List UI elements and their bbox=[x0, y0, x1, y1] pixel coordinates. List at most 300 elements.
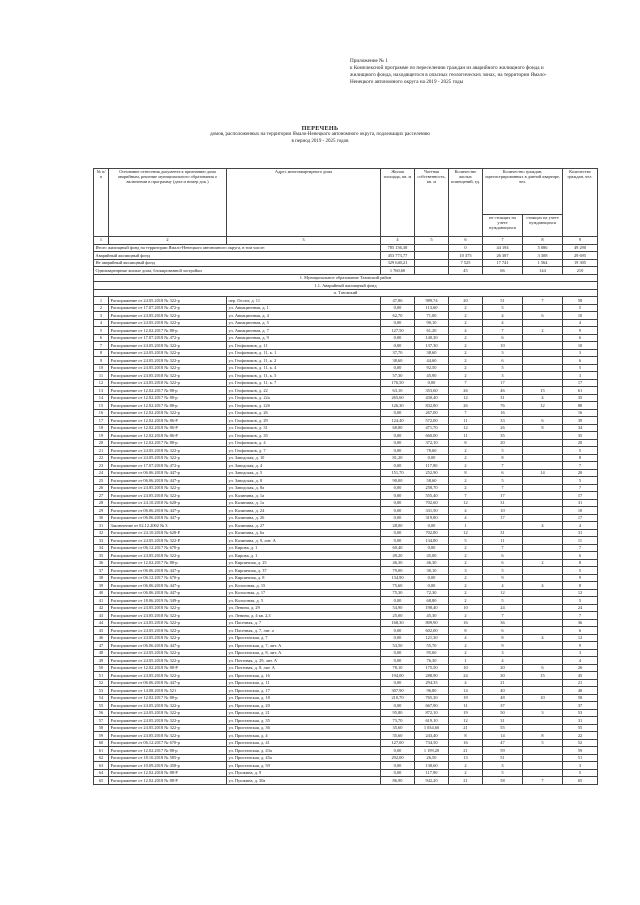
row-address: ул. Калинина, д. 26 bbox=[227, 514, 381, 522]
row-basis: Распоряжение от 24.05.2018 № 322-р bbox=[109, 709, 227, 717]
table-row bbox=[94, 589, 598, 597]
row-area-private: 30,10 bbox=[415, 567, 449, 575]
row-address: ул. Геофизиков, д. 7 bbox=[227, 447, 381, 455]
total-c7: 26 387 bbox=[483, 252, 523, 260]
row-people: 9 bbox=[563, 642, 598, 650]
row-area-private: 45,30 bbox=[415, 612, 449, 620]
row-basis: Распоряжение от 17.07.2018 № 472-р bbox=[109, 462, 227, 470]
row-not-queued: 10 bbox=[483, 507, 523, 515]
row-area-total: 54,90 bbox=[381, 604, 415, 612]
row-area-total: 35,60 bbox=[381, 724, 415, 732]
header-area-private: Частная собственность, кв. м bbox=[415, 169, 449, 237]
colnum: 8 bbox=[523, 237, 563, 245]
row-queued bbox=[523, 447, 563, 455]
row-not-queued: 14 bbox=[483, 732, 523, 740]
row-address: ул. Геофизиков, д. 11, к. 7 bbox=[227, 379, 381, 387]
row-units: 12 bbox=[449, 717, 483, 725]
row-units: 2 bbox=[449, 454, 483, 462]
row-area-total: 68,80 bbox=[381, 424, 415, 432]
row-not-queued: 6 bbox=[483, 357, 523, 365]
row-people: 8 bbox=[563, 454, 598, 462]
row-people: 26 bbox=[563, 664, 598, 672]
row-units: 2 bbox=[449, 762, 483, 770]
row-area-total: 90,00 bbox=[381, 477, 415, 485]
row-not-queued: 5 bbox=[483, 567, 523, 575]
section-row bbox=[94, 289, 598, 297]
row-basis: Распоряжение от 06.06.2018 № 447-р bbox=[109, 507, 227, 515]
row-area-private: 26,50 bbox=[415, 754, 449, 762]
row-queued bbox=[523, 529, 563, 537]
table-row bbox=[94, 649, 598, 657]
row-people: 55 bbox=[563, 724, 598, 732]
row-queued bbox=[523, 319, 563, 327]
row-area-private: 76,30 bbox=[415, 657, 449, 665]
row-area-total: 35,60 bbox=[381, 732, 415, 740]
total-c8: 1 564 bbox=[523, 259, 563, 267]
row-address: ул. Заводская, д. 10 bbox=[227, 454, 381, 462]
row-area-total: 60,40 bbox=[381, 544, 415, 552]
row-not-queued: 30 bbox=[483, 672, 523, 680]
row-people: 3 bbox=[563, 649, 598, 657]
row-basis: Распоряжение от 24.05.2018 № 322-р bbox=[109, 724, 227, 732]
row-area-private: 331,50 bbox=[415, 507, 449, 515]
row-basis: Распоряжение от 24.05.2018 № 322-р bbox=[109, 702, 227, 710]
table-row bbox=[94, 462, 598, 470]
colnum: 1 bbox=[94, 237, 109, 245]
row-people: 6 bbox=[563, 334, 598, 342]
row-not-queued: 4 bbox=[483, 312, 523, 320]
row-area-private: 267,00 bbox=[415, 409, 449, 417]
row-area-private: 832,80 bbox=[415, 402, 449, 410]
row-units: 4 bbox=[449, 327, 483, 335]
row-people: 6 bbox=[563, 357, 598, 365]
total-units: 45 bbox=[449, 267, 483, 275]
table-row bbox=[94, 732, 598, 740]
row-basis: Распоряжение от 06.12.2017 № 670-р bbox=[109, 544, 227, 552]
row-basis: Распоряжение от 24.05.2018 № 322-р bbox=[109, 342, 227, 350]
row-no: 48 bbox=[94, 649, 109, 657]
row-no: 65 bbox=[94, 777, 109, 785]
row-units: 2 bbox=[449, 477, 483, 485]
row-area-private: 38,60 bbox=[415, 349, 449, 357]
row-address: ул. Пушкина, д. 9 bbox=[227, 769, 381, 777]
row-units: 7 bbox=[449, 379, 483, 387]
row-queued: 8 bbox=[523, 732, 563, 740]
row-not-queued: 6 bbox=[483, 559, 523, 567]
header-group: Количество граждан, зарегистрированных в данной квартире, чел. bbox=[483, 169, 563, 215]
row-area-total: 0,00 bbox=[381, 702, 415, 710]
row-basis: Заключение от 02.12.2002 № 3 bbox=[109, 522, 227, 530]
row-no: 15 bbox=[94, 402, 109, 410]
row-people: 31 bbox=[563, 717, 598, 725]
table-row bbox=[94, 327, 598, 335]
row-no: 9 bbox=[94, 357, 109, 365]
table-row bbox=[94, 424, 598, 432]
row-not-queued: 47 bbox=[483, 739, 523, 747]
row-address: ул. Калинина, д. 6а bbox=[227, 529, 381, 537]
row-address: ул. Геофизиков, д. 26 bbox=[227, 409, 381, 417]
row-no: 45 bbox=[94, 627, 109, 635]
row-people: 53 bbox=[563, 709, 598, 717]
row-address: ул. Пристанская, д. 20 bbox=[227, 702, 381, 710]
section-sub: 1.1. Аварийный жилищный фонд bbox=[94, 282, 598, 290]
row-address: ул. Калинина, д. 1а bbox=[227, 499, 381, 507]
row-units: 2 bbox=[449, 597, 483, 605]
row-area-total: 0,00 bbox=[381, 627, 415, 635]
row-queued bbox=[523, 304, 563, 312]
row-address: ул. Геофизиков, д. 11, к. 2 bbox=[227, 357, 381, 365]
row-units: 8 bbox=[449, 627, 483, 635]
row-area-total: 0,00 bbox=[381, 484, 415, 492]
row-area-private: 46,30 bbox=[415, 559, 449, 567]
row-no: 7 bbox=[94, 342, 109, 350]
row-queued bbox=[523, 349, 563, 357]
row-area-private: 602,00 bbox=[415, 627, 449, 635]
row-no: 8 bbox=[94, 349, 109, 357]
row-no: 23 bbox=[94, 462, 109, 470]
row-not-queued: 26 bbox=[483, 424, 523, 432]
row-units: 4 bbox=[449, 514, 483, 522]
row-not-queued: 5 bbox=[483, 447, 523, 455]
row-no: 19 bbox=[94, 432, 109, 440]
row-address: ул. Пристанская, д. 45а bbox=[227, 754, 381, 762]
row-units: 13 bbox=[449, 754, 483, 762]
row-address: ул. Авиационная, д. 5 bbox=[227, 319, 381, 327]
table-row bbox=[94, 379, 598, 387]
row-basis: Распоряжение от 24.05.2018 № 322-р bbox=[109, 604, 227, 612]
row-address: ул. Авиационная, д. 9 bbox=[227, 334, 381, 342]
row-area-total: 0,00 bbox=[381, 514, 415, 522]
table-row bbox=[94, 349, 598, 357]
row-not-queued: 58 bbox=[483, 777, 523, 785]
row-area-total: 124,40 bbox=[381, 417, 415, 425]
row-no: 36 bbox=[94, 559, 109, 567]
row-people: 10 bbox=[563, 342, 598, 350]
row-queued bbox=[523, 754, 563, 762]
row-people: 7 bbox=[563, 612, 598, 620]
total-units: 0 bbox=[449, 244, 483, 252]
row-units: 2 bbox=[449, 312, 483, 320]
table-row bbox=[94, 679, 598, 687]
row-people: 10 bbox=[563, 312, 598, 320]
table-row bbox=[94, 574, 598, 582]
row-area-total: 81,20 bbox=[381, 454, 415, 462]
header-address: Адрес многоквартирного дома bbox=[227, 169, 381, 237]
table-row bbox=[94, 694, 598, 702]
row-area-private: 71,00 bbox=[415, 312, 449, 320]
row-queued bbox=[523, 342, 563, 350]
row-queued bbox=[523, 492, 563, 500]
row-units: 2 bbox=[449, 582, 483, 590]
total-c9: 210 bbox=[563, 267, 598, 275]
row-people: 61 bbox=[563, 387, 598, 395]
row-area-private: 117,90 bbox=[415, 462, 449, 470]
row-not-queued: 59 bbox=[483, 747, 523, 755]
table-row bbox=[94, 439, 598, 447]
row-units: 11 bbox=[449, 702, 483, 710]
row-people: 16 bbox=[563, 409, 598, 417]
row-queued bbox=[523, 657, 563, 665]
row-not-queued: 6 bbox=[483, 552, 523, 560]
row-area-total: 95,80 bbox=[381, 709, 415, 717]
row-units: 12 bbox=[449, 499, 483, 507]
row-address: ул. Пушкина, д. 30а bbox=[227, 777, 381, 785]
row-area-total: 168,30 bbox=[381, 619, 415, 627]
row-no: 35 bbox=[94, 552, 109, 560]
table-row bbox=[94, 634, 598, 642]
row-basis: Распоряжение от 12.02.2018 № 86-Р bbox=[109, 432, 227, 440]
row-not-queued: 4 bbox=[483, 582, 523, 590]
row-basis: Распоряжение от 10.09.2019 № 458-р bbox=[109, 762, 227, 770]
header-area-total: Жилая площадь, кв. м bbox=[381, 169, 415, 237]
row-not-queued: 31 bbox=[483, 499, 523, 507]
row-no: 47 bbox=[94, 642, 109, 650]
row-area-private: 872,10 bbox=[415, 709, 449, 717]
row-basis: Распоряжение от 24.05.2018 № 322-р bbox=[109, 619, 227, 627]
row-area-private: 95,60 bbox=[415, 649, 449, 657]
row-people: 9 bbox=[563, 327, 598, 335]
row-units: 8 bbox=[449, 439, 483, 447]
row-units: 2 bbox=[449, 304, 483, 312]
row-units: 10 bbox=[449, 604, 483, 612]
row-people: 59 bbox=[563, 747, 598, 755]
row-no: 5 bbox=[94, 327, 109, 335]
total-private bbox=[415, 259, 449, 267]
row-units: 2 bbox=[449, 484, 483, 492]
total-label: Одноквартирные жилые дома, блокированной застройки bbox=[94, 267, 381, 275]
row-area-total: 292,00 bbox=[381, 754, 415, 762]
row-area-total: 0,00 bbox=[381, 409, 415, 417]
row-address: ул. Пристанская, д. 21 bbox=[227, 709, 381, 717]
table-row bbox=[94, 559, 598, 567]
header-people: Количество граждан, чел. bbox=[563, 169, 598, 237]
row-basis: Распоряжение от 06.06.2018 № 447-р bbox=[109, 567, 227, 575]
row-units: 2 bbox=[449, 462, 483, 470]
row-units: 21 bbox=[449, 747, 483, 755]
row-queued bbox=[523, 679, 563, 687]
row-units: 24 bbox=[449, 672, 483, 680]
row-address: ул. Пристанская, д. 35 bbox=[227, 717, 381, 725]
row-basis: Распоряжение от 18.10.2018 № 585-р bbox=[109, 754, 227, 762]
table-row bbox=[94, 394, 598, 402]
row-units: 8 bbox=[449, 732, 483, 740]
row-not-queued: 31 bbox=[483, 529, 523, 537]
row-address: ул. Калинина, д. 24 bbox=[227, 507, 381, 515]
row-area-total: 86,90 bbox=[381, 777, 415, 785]
row-area-private: 0,00 bbox=[415, 522, 449, 530]
colnum: 4 bbox=[381, 237, 415, 245]
row-area-total: 78,10 bbox=[381, 664, 415, 672]
row-not-queued: 8 bbox=[483, 454, 523, 462]
row-area-private: 138,60 bbox=[415, 762, 449, 770]
row-no: 61 bbox=[94, 747, 109, 755]
row-queued bbox=[523, 462, 563, 470]
row-basis: Распоряжение от 24.05.2018 № 322-р bbox=[109, 379, 227, 387]
header-sub-1: не стоящих на учете нуждающихся bbox=[483, 215, 523, 237]
row-people: 21 bbox=[563, 679, 598, 687]
appendix-block bbox=[350, 58, 580, 86]
row-queued bbox=[523, 484, 563, 492]
row-address: ул. Геофизиков, д. 29 bbox=[227, 417, 381, 425]
row-no: 40 bbox=[94, 589, 109, 597]
row-people: 17 bbox=[563, 492, 598, 500]
row-people: 22 bbox=[563, 732, 598, 740]
row-no: 2 bbox=[94, 304, 109, 312]
row-not-queued bbox=[483, 522, 523, 530]
row-units: 12 bbox=[449, 424, 483, 432]
row-address: ул. Кирпичная, д. 8 bbox=[227, 574, 381, 582]
row-area-private: 702,80 bbox=[415, 529, 449, 537]
total-label: Итого жилищный фонд на территории Ямало-Ненецкого автономного округа, в том числе: bbox=[94, 244, 381, 252]
table-row bbox=[94, 642, 598, 650]
row-address: ул. Геофизиков, д. 22б bbox=[227, 402, 381, 410]
header-no: № п/п bbox=[94, 169, 109, 237]
row-people: 3 bbox=[563, 349, 598, 357]
title-line-2: в период 2019 - 2025 годов bbox=[291, 138, 349, 144]
row-people: 24 bbox=[563, 604, 598, 612]
row-area-private: 765,30 bbox=[415, 694, 449, 702]
total-private bbox=[415, 252, 449, 260]
row-address: ул. Заводская, д. 5 bbox=[227, 469, 381, 477]
row-area-private: 1 034,60 bbox=[415, 724, 449, 732]
row-queued bbox=[523, 769, 563, 777]
row-address: ул. Геофизиков, д. 11, к. 5 bbox=[227, 372, 381, 380]
row-area-private: 555,40 bbox=[415, 492, 449, 500]
row-area-private: 68,80 bbox=[415, 597, 449, 605]
row-address: ул. Геофизиков, д. 35 bbox=[227, 432, 381, 440]
row-queued: 2 bbox=[523, 559, 563, 567]
row-queued bbox=[523, 649, 563, 657]
row-basis: Распоряжение от 12.02.2018 № 88-Р bbox=[109, 777, 227, 785]
row-area-private: 619,10 bbox=[415, 717, 449, 725]
row-basis: Распоряжение от 06.06.2018 № 447-р bbox=[109, 469, 227, 477]
row-units: 12 bbox=[449, 529, 483, 537]
row-not-queued: 9 bbox=[483, 574, 523, 582]
row-units: 14 bbox=[449, 687, 483, 695]
row-area-private: 252,90 bbox=[415, 469, 449, 477]
row-address: ул. Пристанская, д. 17 bbox=[227, 687, 381, 695]
row-no: 52 bbox=[94, 679, 109, 687]
table-row bbox=[94, 364, 598, 372]
row-basis: Распоряжение от 06.12.2017 № 670-р bbox=[109, 739, 227, 747]
table-row bbox=[94, 544, 598, 552]
row-units: 2 bbox=[449, 319, 483, 327]
row-no: 14 bbox=[94, 394, 109, 402]
row-queued bbox=[523, 379, 563, 387]
row-queued bbox=[523, 364, 563, 372]
row-not-queued: 20 bbox=[483, 439, 523, 447]
row-address: ул. Пристанская, д. 18 bbox=[227, 694, 381, 702]
row-area-private: 72,30 bbox=[415, 589, 449, 597]
row-basis: Распоряжение от 24.05.2018 № 322-р bbox=[109, 657, 227, 665]
row-area-private: 117,90 bbox=[415, 769, 449, 777]
row-no: 49 bbox=[94, 657, 109, 665]
row-units: 26 bbox=[449, 402, 483, 410]
row-no: 39 bbox=[94, 582, 109, 590]
row-area-private: 92,50 bbox=[415, 364, 449, 372]
row-not-queued: 7 bbox=[483, 544, 523, 552]
row-queued: 4 bbox=[523, 394, 563, 402]
row-units: 4 bbox=[449, 679, 483, 687]
row-area-total: 53,50 bbox=[381, 642, 415, 650]
row-area-total: 38,60 bbox=[381, 357, 415, 365]
section-row bbox=[94, 282, 598, 290]
row-units: 19 bbox=[449, 694, 483, 702]
row-people: 35 bbox=[563, 432, 598, 440]
row-queued bbox=[523, 604, 563, 612]
row-basis: Распоряжение от 06.06.2018 № 447-р bbox=[109, 582, 227, 590]
row-people: 65 bbox=[563, 777, 598, 785]
row-address: ул. Пристанская, д. 59 bbox=[227, 762, 381, 770]
header-basis: Основание отнесения документа к признанию дома аварийным, решение муниципального образования о включении в программу (дата и номер док.) bbox=[109, 169, 227, 237]
row-units: 11 bbox=[449, 432, 483, 440]
row-units: 2 bbox=[449, 574, 483, 582]
table-row bbox=[94, 724, 598, 732]
row-area-total: 0,00 bbox=[381, 342, 415, 350]
row-address: пер. Геолог, д. 11 bbox=[227, 297, 381, 305]
row-area-total: 0,00 bbox=[381, 769, 415, 777]
row-units: 2 bbox=[449, 552, 483, 560]
row-area-private: 372,10 bbox=[415, 439, 449, 447]
row-area-total: 0,00 bbox=[381, 529, 415, 537]
row-people: 45 bbox=[563, 672, 598, 680]
section-row bbox=[94, 274, 598, 282]
row-not-queued: 33 bbox=[483, 417, 523, 425]
table-row bbox=[94, 739, 598, 747]
row-area-total: 210,70 bbox=[381, 694, 415, 702]
row-people: 5 bbox=[563, 769, 598, 777]
table-row bbox=[94, 529, 598, 537]
row-queued: 4 bbox=[523, 522, 563, 530]
row-basis: Распоряжение от 14.08.2018 № 521 bbox=[109, 687, 227, 695]
row-basis: Распоряжение от 24.05.2018 № 322-р bbox=[109, 649, 227, 657]
row-not-queued: 51 bbox=[483, 754, 523, 762]
row-queued: 6 bbox=[523, 312, 563, 320]
row-address: ул. Кирова, д. 1 bbox=[227, 552, 381, 560]
row-people: 31 bbox=[563, 499, 598, 507]
row-address: ул. Геофизиков, д. 11 bbox=[227, 342, 381, 350]
row-queued: 8 bbox=[523, 424, 563, 432]
row-units: 16 bbox=[449, 619, 483, 627]
row-basis: Распоряжение от 12.02.2017 № 88-р bbox=[109, 402, 227, 410]
row-people: 31 bbox=[563, 529, 598, 537]
table-row bbox=[94, 777, 598, 785]
table-row bbox=[94, 619, 598, 627]
row-address: ул. Калинина, д. 27 bbox=[227, 522, 381, 530]
row-people: 5 bbox=[563, 364, 598, 372]
row-basis: Распоряжение от 12.02.2017 № 88-р bbox=[109, 559, 227, 567]
row-area-total: 75,30 bbox=[381, 589, 415, 597]
row-basis: Распоряжение от 12.02.2017 № 88-р bbox=[109, 747, 227, 755]
row-no: 20 bbox=[94, 439, 109, 447]
total-area: 785 156,38 bbox=[381, 244, 415, 252]
row-area-private: 0,00 bbox=[415, 582, 449, 590]
total-label: Аварийный жилищный фонд bbox=[94, 252, 381, 260]
row-area-total: 0,00 bbox=[381, 597, 415, 605]
table-row bbox=[94, 664, 598, 672]
total-c7: 44 194 bbox=[483, 244, 523, 252]
row-units: 2 bbox=[449, 334, 483, 342]
row-basis: Распоряжение от 24.05.2018 № 322-р bbox=[109, 447, 227, 455]
row-no: 44 bbox=[94, 619, 109, 627]
row-not-queued: 9 bbox=[483, 642, 523, 650]
row-basis: Распоряжение от 24.10.2018 № 628-Р bbox=[109, 529, 227, 537]
row-area-private: 175,50 bbox=[415, 664, 449, 672]
row-people: 34 bbox=[563, 424, 598, 432]
row-not-queued: 5 bbox=[483, 304, 523, 312]
row-address: ул. Колхозная, д. 15 bbox=[227, 582, 381, 590]
row-no: 37 bbox=[94, 567, 109, 575]
